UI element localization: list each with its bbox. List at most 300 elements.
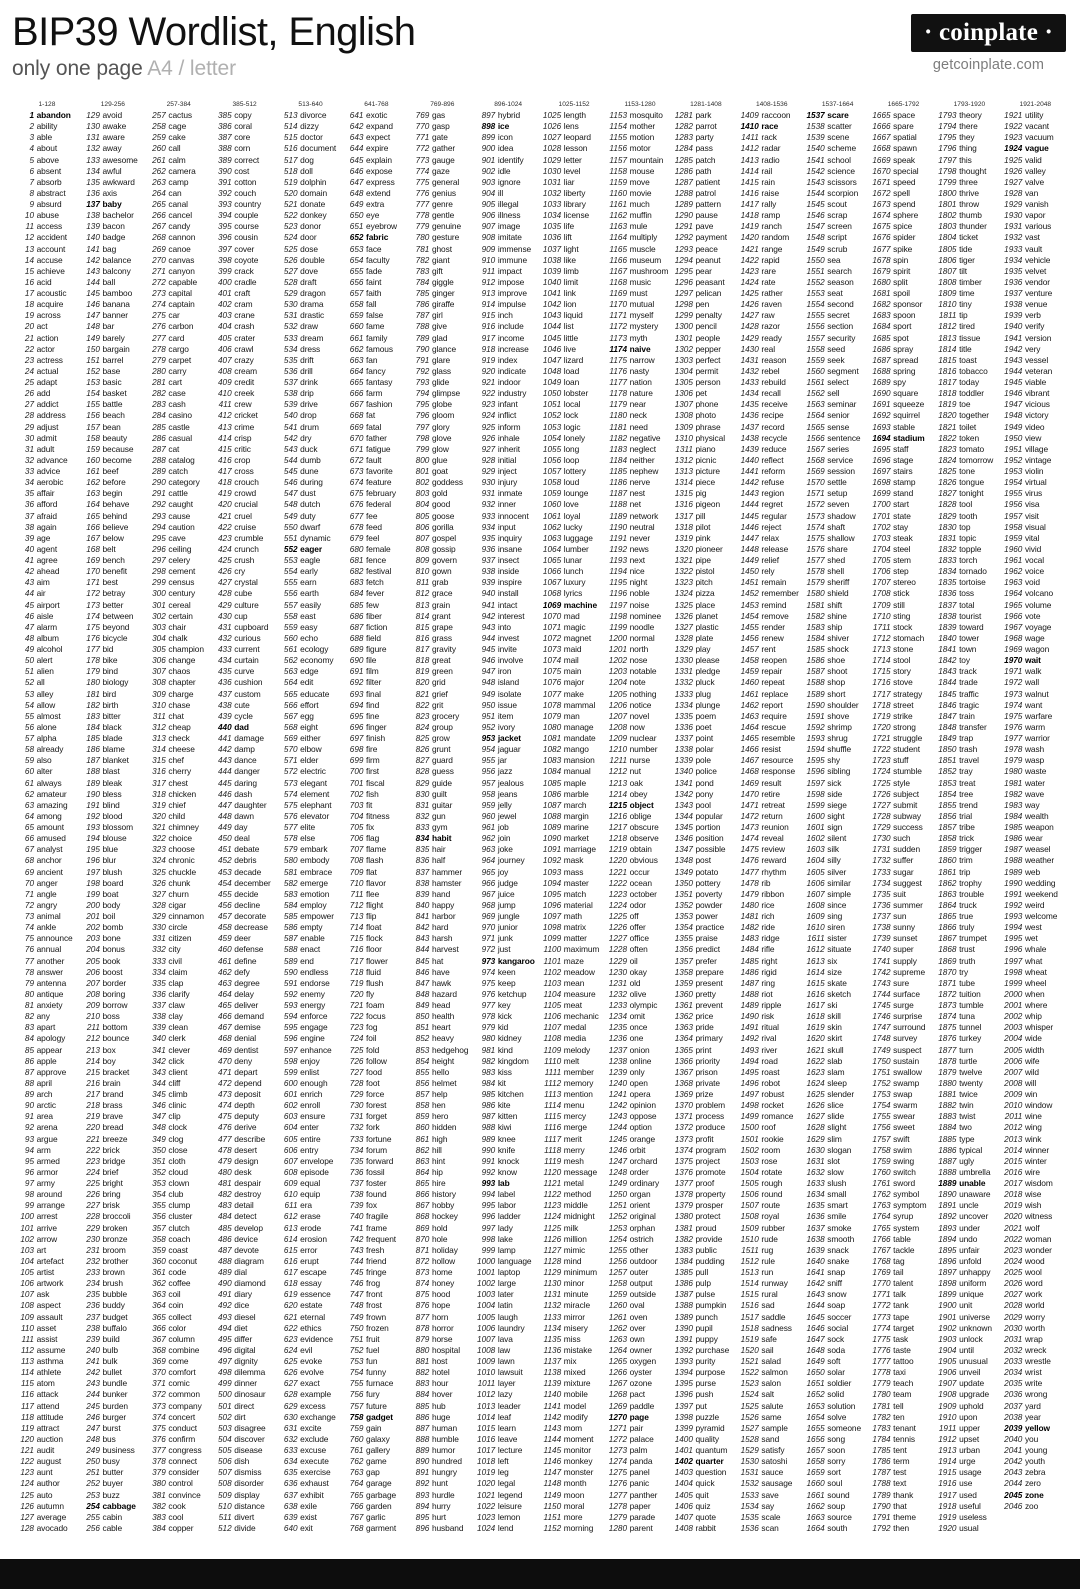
- wordlist-entry: [409, 1345, 475, 1356]
- word-text: erupt: [300, 1255, 319, 1266]
- wordlist-entry: [607, 188, 673, 199]
- word-index: 1432: [740, 366, 759, 376]
- wordlist-entry: [541, 1033, 607, 1044]
- wordlist-entry: [146, 1178, 212, 1189]
- word-index: 911: [482, 266, 496, 276]
- wordlist-entry: [278, 1267, 344, 1278]
- word-index: 1195: [609, 578, 628, 588]
- word-text: dignity: [234, 1356, 258, 1366]
- wordlist-entry: [212, 722, 278, 733]
- word-index: 1446: [740, 522, 759, 532]
- wordlist-entry: [409, 1022, 475, 1033]
- wordlist-entry: [343, 1000, 409, 1011]
- word-index: 1032: [542, 188, 562, 198]
- word-text: evolve: [300, 1367, 324, 1378]
- wordlist-entry: [212, 355, 278, 366]
- wordlist-entry: [278, 1423, 344, 1434]
- word-index: 678: [349, 522, 364, 532]
- word-text: only: [629, 1066, 645, 1077]
- wordlist-entry: [343, 277, 409, 288]
- wordlist-entry: [212, 855, 278, 866]
- word-index: 677: [349, 511, 364, 521]
- wordlist-entry: [805, 588, 871, 599]
- wordlist-entry: [146, 1278, 212, 1289]
- word-text: pool: [695, 799, 711, 810]
- word-text: museum: [629, 254, 662, 265]
- wordlist-entry: [146, 1300, 212, 1311]
- word-text: double: [300, 254, 325, 265]
- word-text: luggage: [563, 532, 593, 543]
- wordlist-entry: [212, 978, 278, 989]
- word-index: 1517: [740, 1312, 759, 1322]
- wordlist-entry: [673, 110, 739, 121]
- word-text: nurse: [629, 755, 651, 766]
- wordlist-entry: [14, 889, 80, 900]
- word-text: siren: [827, 922, 845, 933]
- word-text: author: [36, 1478, 60, 1489]
- word-text: learn: [497, 1422, 516, 1433]
- word-index: 1075: [542, 667, 562, 677]
- wordlist-entry: [278, 1434, 344, 1445]
- word-index: 1347: [674, 845, 693, 855]
- wordlist-entry: [212, 1100, 278, 1111]
- word-index: 1524: [740, 1390, 759, 1400]
- word-index: 1247: [608, 1156, 628, 1166]
- wordlist-entry: [805, 978, 871, 989]
- word-index: 1562: [806, 389, 825, 399]
- word-index: 386: [218, 122, 232, 132]
- word-index: 1516: [740, 1301, 759, 1311]
- word-index: 1612: [806, 945, 825, 955]
- wordlist-entry: [739, 644, 805, 655]
- wordlist-entry: [541, 388, 607, 399]
- wordlist-entry: [14, 1067, 80, 1078]
- word-index: 575: [283, 800, 298, 810]
- word-text: bridge: [102, 1155, 126, 1166]
- word-index: 522: [283, 211, 298, 221]
- word-text: bind: [102, 666, 118, 677]
- word-text: raise: [761, 187, 780, 198]
- word-index: 413: [218, 422, 232, 432]
- word-text: buyer: [102, 1478, 123, 1489]
- word-text: brisk: [102, 1200, 120, 1211]
- word-index: 1412: [740, 144, 759, 154]
- word-index: 564: [283, 678, 298, 688]
- word-text: jar: [497, 755, 507, 766]
- word-text: busy: [102, 1456, 120, 1467]
- word-text: crazy: [234, 354, 254, 365]
- word-text: address: [36, 410, 66, 421]
- wordlist-entry: [739, 455, 805, 466]
- word-index: 883: [415, 1379, 430, 1389]
- wordlist-entry: [607, 1445, 673, 1456]
- wordlist-entry: [673, 333, 739, 344]
- word-index: 531: [283, 311, 298, 321]
- wordlist-entry: [475, 1167, 541, 1178]
- wordlist-entry: [146, 1334, 212, 1345]
- word-text: pledge: [695, 666, 721, 677]
- column-range-header: 1153-1280: [624, 101, 656, 108]
- word-index: 701: [349, 778, 364, 788]
- word-index: 1081: [542, 734, 562, 743]
- word-text: aspect: [36, 1300, 61, 1311]
- wordlist-entry: [146, 1434, 212, 1445]
- wordlist-entry: [607, 1178, 673, 1189]
- word-index: 881: [415, 1357, 430, 1366]
- word-index: 1479: [740, 889, 759, 899]
- wordlist-entry: [212, 1267, 278, 1278]
- word-text: grunt: [431, 744, 451, 755]
- wordlist-entry: [805, 488, 871, 499]
- word-text: dry: [300, 432, 312, 443]
- word-index: 458: [218, 923, 232, 933]
- wordlist-column-2: [80, 100, 146, 1534]
- wordlist-entry: [607, 399, 673, 410]
- word-index: 845: [415, 956, 430, 966]
- wordlist-entry: [805, 989, 871, 1000]
- word-index: 1217: [608, 823, 628, 832]
- word-text: oven: [629, 1311, 648, 1322]
- word-index: 847: [415, 978, 430, 988]
- word-text: noble: [629, 588, 650, 599]
- column-range-header: 257-384: [166, 101, 191, 108]
- wordlist-entry: [146, 1490, 212, 1501]
- wordlist-entry: [541, 644, 607, 655]
- wordlist-entry: [212, 666, 278, 677]
- word-index: 950: [481, 700, 496, 710]
- wordlist-entry: [278, 121, 344, 132]
- word-text: donkey: [300, 210, 327, 221]
- word-index: 1499: [740, 1112, 759, 1122]
- word-text: pistol: [695, 566, 715, 577]
- word-index: 499: [218, 1379, 232, 1389]
- word-text: defense: [234, 944, 264, 955]
- word-text: mystery: [629, 321, 659, 332]
- word-index: 488: [218, 1256, 232, 1266]
- wordlist-entry: [739, 1312, 805, 1323]
- wordlist-entry: [607, 1067, 673, 1078]
- wordlist-entry: [673, 1056, 739, 1067]
- wordlist-entry: [541, 1067, 607, 1078]
- wordlist-entry: [739, 1156, 805, 1167]
- word-index: 171: [86, 578, 100, 588]
- wordlist-entry: [14, 1412, 80, 1423]
- wordlist-entry: [607, 177, 673, 188]
- word-text: analyst: [36, 844, 63, 855]
- word-text: sentence: [827, 432, 861, 443]
- word-index: 608: [283, 1167, 298, 1177]
- word-index: 969: [481, 912, 496, 921]
- word-index: 27: [24, 400, 34, 410]
- word-text: marine: [563, 822, 589, 832]
- word-index: 905: [481, 200, 496, 209]
- word-text: arrange: [36, 1200, 65, 1211]
- word-text: desk: [234, 1166, 252, 1177]
- word-text: feel: [366, 532, 380, 543]
- wordlist-entry: [607, 1300, 673, 1311]
- wordlist-entry: [14, 1478, 80, 1489]
- word-text: escape: [300, 1267, 327, 1277]
- wordlist-entry: [80, 1345, 146, 1356]
- wordlist-entry: [212, 933, 278, 944]
- word-text: impulse: [497, 299, 526, 310]
- word-text: end: [300, 955, 314, 966]
- word-index: 1180: [609, 411, 628, 421]
- word-index: 1472: [740, 811, 759, 821]
- wordlist-entry: [14, 155, 80, 166]
- wordlist-entry: [673, 577, 739, 588]
- word-text: expose: [366, 165, 393, 176]
- wordlist-entry: [80, 1434, 146, 1445]
- word-index: 1466: [740, 745, 759, 755]
- word-index: 712: [349, 900, 364, 910]
- word-text: pond: [695, 777, 714, 788]
- wordlist-entry: [14, 1367, 80, 1378]
- wordlist-entry: [673, 844, 739, 855]
- word-text: company: [168, 1400, 202, 1411]
- wordlist-entry: [673, 1089, 739, 1100]
- word-text: size: [827, 966, 842, 977]
- wordlist-entry: [739, 1490, 805, 1501]
- word-text: gauge: [431, 154, 455, 165]
- word-text: rapid: [761, 254, 780, 265]
- word-index: 1447: [740, 533, 759, 543]
- wordlist-entry: [146, 333, 212, 344]
- word-index: 1630: [806, 1145, 825, 1155]
- wordlist-entry: [146, 878, 212, 889]
- wordlist-entry: [14, 711, 80, 722]
- word-index: 395: [218, 222, 232, 232]
- word-text: approve: [36, 1066, 67, 1077]
- word-index: 292: [152, 500, 166, 510]
- word-text: innocent: [497, 510, 529, 521]
- wordlist-entry: [475, 221, 541, 232]
- wordlist-entry: [739, 778, 805, 789]
- wordlist-entry: [673, 1378, 739, 1389]
- word-index: 187: [86, 756, 100, 766]
- wordlist-entry: [409, 455, 475, 466]
- wordlist-entry: [146, 1345, 212, 1356]
- word-index: 164: [86, 500, 100, 510]
- word-text: pipe: [695, 555, 711, 565]
- wordlist-entry: [541, 288, 607, 299]
- word-index: 736: [349, 1167, 364, 1177]
- word-index: 586: [283, 923, 298, 933]
- word-index: 1641: [806, 1268, 825, 1277]
- word-index: 1099: [542, 934, 562, 944]
- word-text: run: [761, 1267, 774, 1277]
- word-index: 78: [24, 967, 34, 977]
- word-text: connect: [168, 1456, 198, 1467]
- word-text: asthma: [36, 1356, 64, 1366]
- word-text: dad: [234, 721, 249, 732]
- word-text: gravity: [431, 644, 456, 654]
- word-text: solar: [827, 1367, 845, 1378]
- word-text: fabric: [366, 232, 389, 243]
- wordlist-entry: [278, 555, 344, 566]
- wordlist-entry: [146, 188, 212, 199]
- wordlist-entry: [541, 722, 607, 733]
- word-index: 1464: [740, 722, 759, 732]
- wordlist-entry: [146, 755, 212, 766]
- word-text: magnet: [563, 632, 592, 643]
- word-text: armed: [36, 1155, 60, 1166]
- wordlist-entry: [607, 288, 673, 299]
- word-index: 111: [21, 1334, 34, 1344]
- word-index: 984: [481, 1078, 496, 1088]
- word-index: 944: [481, 633, 496, 643]
- word-index: 1076: [542, 678, 562, 688]
- wordlist-entry: [80, 978, 146, 989]
- word-text: clog: [168, 1133, 184, 1144]
- word-text: drop: [300, 410, 317, 421]
- wordlist-entry: [739, 1100, 805, 1111]
- word-index: 1285: [674, 155, 693, 165]
- word-index: 188: [86, 767, 100, 777]
- wordlist-entry: [673, 733, 739, 744]
- word-index: 473: [218, 1090, 232, 1099]
- wordlist-entry: [805, 1267, 871, 1278]
- wordlist-entry: [475, 1089, 541, 1100]
- word-index: 34: [24, 478, 34, 488]
- wordlist-entry: [541, 422, 607, 433]
- word-text: render: [761, 621, 785, 632]
- word-text: detect: [234, 1211, 257, 1222]
- word-text: away: [102, 143, 122, 154]
- wordlist-entry: [212, 811, 278, 822]
- wordlist-entry: [475, 422, 541, 433]
- wordlist-entry: [805, 232, 871, 243]
- word-text: answer: [36, 966, 63, 977]
- wordlist-entry: [146, 455, 212, 466]
- word-text: food: [366, 1066, 382, 1077]
- word-index: 1090: [542, 834, 562, 844]
- wordlist-entry: [805, 644, 871, 655]
- wordlist-entry: [80, 1389, 146, 1400]
- word-text: horse: [431, 1333, 453, 1344]
- word-index: 375: [152, 1423, 166, 1433]
- word-text: gym: [431, 822, 448, 832]
- wordlist-entry: [80, 644, 146, 655]
- wordlist-entry: [14, 1278, 80, 1289]
- wordlist-entry: [607, 333, 673, 344]
- wordlist-entry: [14, 377, 80, 388]
- word-index: 566: [283, 700, 298, 710]
- word-text: guard: [431, 755, 453, 766]
- word-index: 607: [283, 1156, 298, 1166]
- wordlist-entry: [673, 633, 739, 644]
- word-index: 206: [86, 967, 100, 977]
- wordlist-entry: [212, 577, 278, 588]
- word-index: 183: [86, 711, 100, 721]
- word-text: mind: [563, 1255, 582, 1266]
- wordlist-entry: [80, 422, 146, 433]
- word-text: diesel: [234, 1311, 256, 1322]
- word-index: 1550: [806, 255, 825, 265]
- wordlist-entry: [146, 544, 212, 555]
- word-index: 1508: [740, 1212, 759, 1222]
- word-index: 1359: [674, 978, 693, 988]
- word-index: 283: [152, 400, 166, 410]
- wordlist-entry: [343, 1111, 409, 1122]
- wordlist-entry: [343, 244, 409, 255]
- wordlist-entry: [739, 911, 805, 922]
- word-text: off: [629, 911, 639, 921]
- wordlist-entry: [212, 1011, 278, 1022]
- word-index: 1350: [674, 878, 693, 888]
- word-text: eyebrow: [366, 221, 398, 232]
- wordlist-entry: [278, 522, 344, 533]
- word-index: 1182: [609, 433, 628, 443]
- wordlist-entry: [805, 655, 871, 666]
- word-text: enter: [300, 1122, 319, 1133]
- wordlist-entry: [475, 533, 541, 544]
- wordlist-entry: [212, 1323, 278, 1334]
- word-index: 959: [481, 800, 496, 810]
- word-text: alert: [36, 655, 53, 666]
- word-text: celery: [168, 555, 191, 565]
- word-text: come: [168, 1356, 189, 1366]
- wordlist-entry: [475, 566, 541, 577]
- word-index: 235: [86, 1290, 100, 1300]
- word-index: 636: [283, 1479, 298, 1489]
- word-index: 261: [152, 155, 166, 165]
- wordlist-entry: [673, 956, 739, 967]
- word-index: 301: [152, 600, 166, 610]
- word-text: news: [629, 543, 649, 554]
- wordlist-column-11: [673, 100, 739, 1534]
- word-index: 182: [86, 700, 100, 710]
- word-index: 988: [481, 1123, 496, 1133]
- word-text: punch: [695, 1311, 718, 1322]
- word-text: gain: [366, 1422, 382, 1433]
- wordlist-entry: [607, 1156, 673, 1167]
- word-index: 218: [86, 1101, 100, 1111]
- word-index: 666: [349, 389, 364, 399]
- word-index: 1057: [542, 467, 562, 476]
- word-text: industry: [497, 388, 527, 399]
- wordlist-entry: [409, 1501, 475, 1512]
- word-text: because: [102, 443, 134, 454]
- word-index: 923: [481, 400, 496, 410]
- word-index: 567: [283, 711, 298, 721]
- word-text: nice: [629, 566, 645, 577]
- word-index: 828: [415, 767, 430, 777]
- wordlist-entry: [805, 466, 871, 477]
- wordlist-entry: [146, 1523, 212, 1534]
- word-index: 310: [152, 700, 166, 710]
- word-index: 138: [86, 211, 100, 221]
- word-text: eye: [366, 210, 380, 221]
- wordlist-entry: [212, 833, 278, 844]
- word-index: 441: [218, 734, 232, 743]
- word-text: brain: [102, 1077, 121, 1088]
- wordlist-entry: [212, 143, 278, 154]
- wordlist-entry: [739, 1033, 805, 1044]
- wordlist-entry: [475, 711, 541, 722]
- word-index: 743: [349, 1245, 364, 1255]
- word-index: 895: [415, 1512, 430, 1522]
- word-index: 49: [24, 645, 34, 654]
- word-text: elite: [300, 822, 316, 832]
- wordlist-entry: [673, 1223, 739, 1234]
- word-index: 394: [218, 211, 232, 221]
- word-text: attract: [36, 1422, 60, 1433]
- wordlist-entry: [805, 366, 871, 377]
- word-index: 824: [415, 722, 430, 732]
- word-index: 1552: [806, 277, 825, 287]
- word-index: 248: [86, 1434, 100, 1444]
